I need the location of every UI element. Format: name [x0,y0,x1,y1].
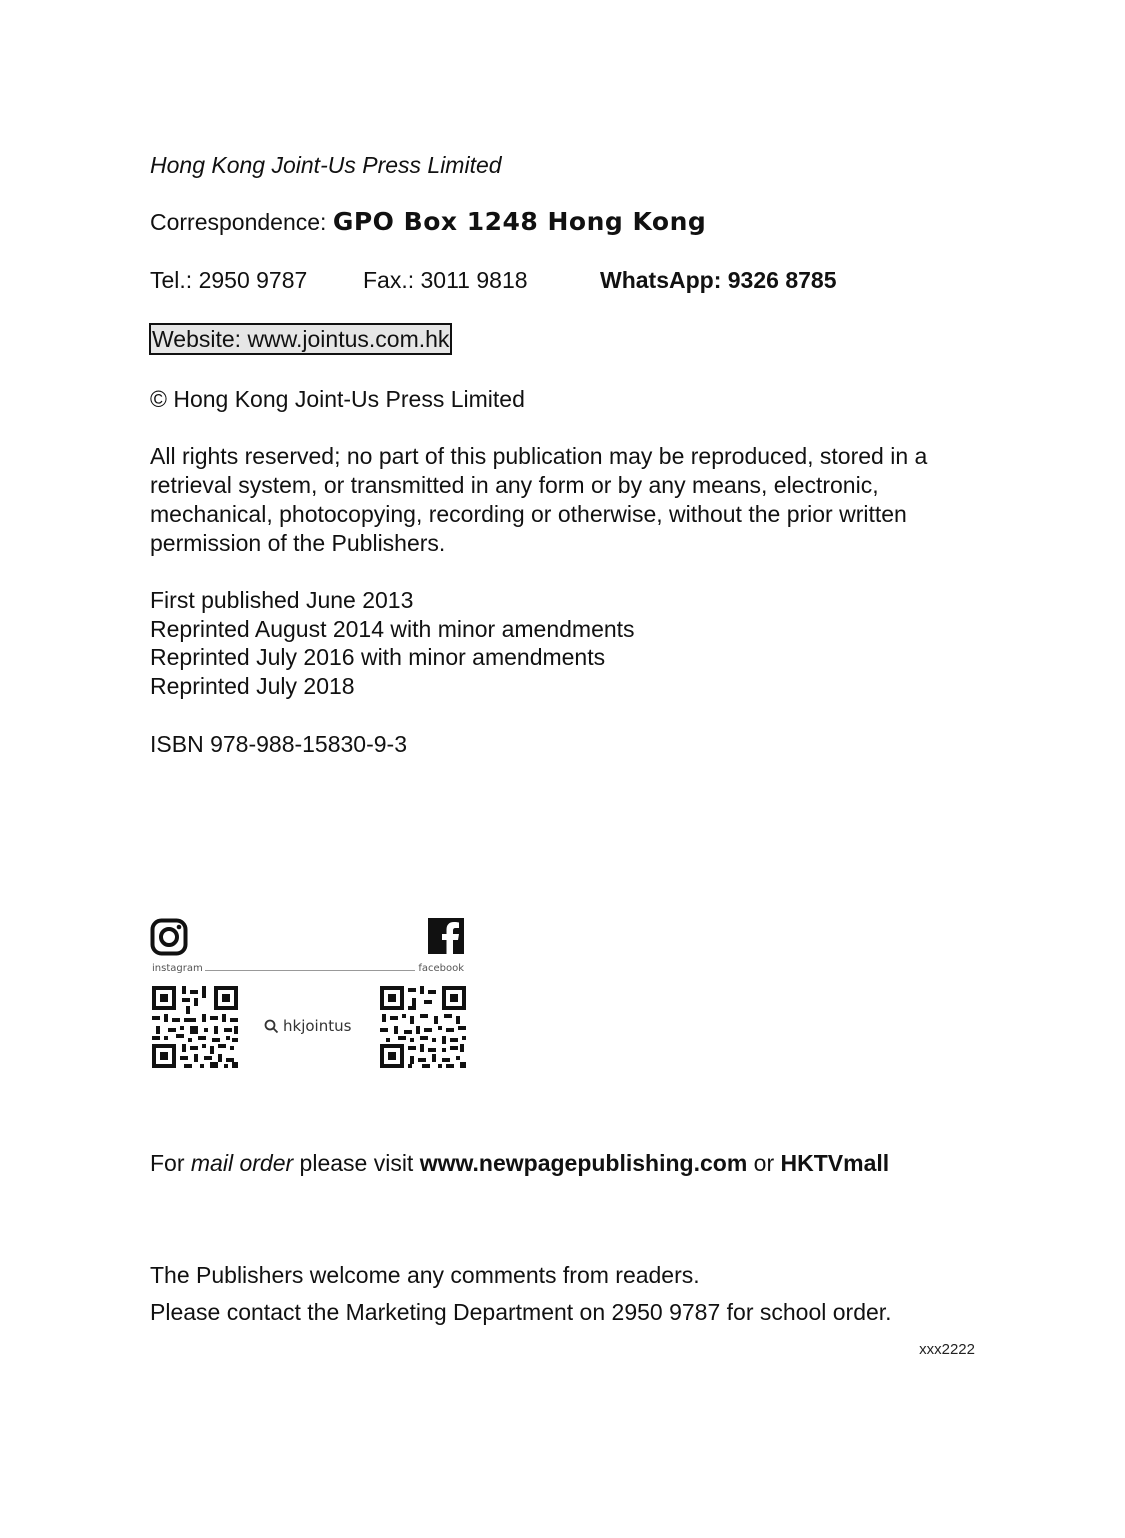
correspondence-line [150,207,706,237]
whatsapp-number: WhatsApp: 9326 8785 [600,267,837,293]
divider [205,970,415,971]
correspondence-label: Correspondence: [150,209,333,235]
facebook-icon[interactable] [428,918,464,954]
handle-text: hkjointus [283,1017,352,1035]
publication-history [150,586,635,701]
social-block [150,918,468,1073]
mail-order-middle: please visit [293,1150,420,1176]
qr-code-instagram[interactable] [152,986,238,1068]
website-link[interactable]: Website: www.jointus.com.hk [149,323,452,355]
social-handle[interactable] [264,1017,351,1035]
isbn: ISBN 978-988-15830-9-3 [150,731,407,757]
fax-number: Fax.: 3011 9818 [363,267,528,293]
correspondence-address: GPO Box 1248 Hong Kong [332,207,707,236]
instagram-label: instagram [152,963,203,974]
mail-order-emphasis: mail order [190,1150,294,1176]
contact-line [150,266,837,295]
history-item: Reprinted July 2018 [150,673,355,700]
facebook-label: facebook [418,963,464,974]
instagram-icon[interactable] [150,918,188,956]
tel-number: Tel.: 2950 9787 [150,267,308,293]
rights-paragraph: All rights reserved; no part of this publication may be reproduced, stored in a retrieval system, or transmitted in any form or by any means, electronic, mechanical, photocopying, recording or otherwise, without the prior written permission of the Publishers. [150,443,928,556]
school-order-note: Please contact the Marketing Department on 2950 9787 for school order. [150,1299,892,1325]
mail-order-store: HKTVmall [780,1150,890,1176]
qr-code-facebook[interactable] [380,986,466,1068]
product-code: xxx2222 [919,1341,975,1358]
welcome-comments: The Publishers welcome any comments from readers. [150,1262,700,1288]
search-icon [264,1019,279,1034]
history-item: First published June 2013 [150,587,414,613]
history-item: Reprinted August 2014 with minor amendments [150,615,635,642]
mail-order-or: or [747,1150,781,1176]
mail-order-site-link[interactable]: www.newpagepublishing.com [419,1150,748,1176]
history-item: Reprinted July 2016 with minor amendments [150,644,606,671]
copyright-notice: © Hong Kong Joint-Us Press Limited [150,386,525,412]
publisher-name: Hong Kong Joint-Us Press Limited [150,152,502,178]
mail-order-prefix: For [150,1150,191,1176]
mail-order-line [150,1149,889,1178]
